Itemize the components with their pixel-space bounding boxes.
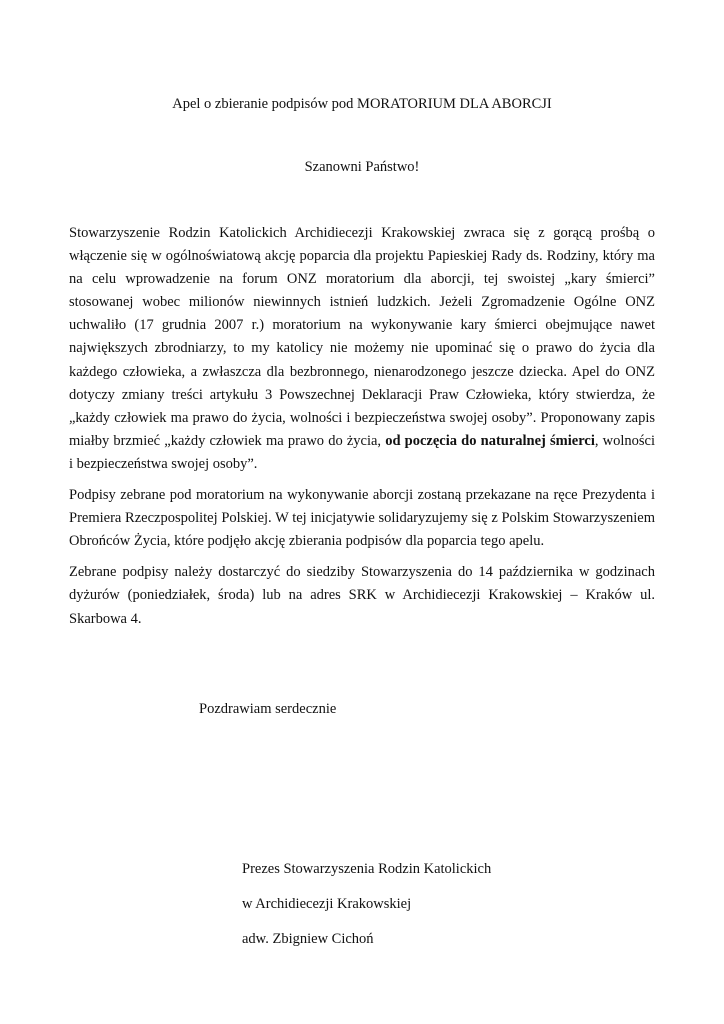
paragraph-delivery: Zebrane podpisy należy dostarczyć do siedziby Stowarzyszenia do 14 października w godzinach dyżurów (poniedziałek, środa) lub na adres SRK w Archidiecezji Krakowskiej – Kraków ul. Skarbowa 4. [69, 564, 655, 627]
signature-name: adw. Zbigniew Cichoń [242, 931, 374, 947]
paragraph-appeal [69, 222, 655, 476]
salutation: Szanowni Państwo! [304, 159, 420, 175]
paragraph-appeal-ending: , wolności i bezpieczeństwa swojej osoby”. [69, 432, 655, 472]
letter-body [69, 222, 655, 639]
paragraph-appeal-text: Stowarzyszenie Rodzin Katolickich Archidiecezji Krakowskiej zwraca się z gorącą prośbą o włączenie się w ogólnoświatową akcję poparcia dla projektu Papieskiej Rady ds. Rodziny, który ma na celu wprowadzenie na forum ONZ moratorium dla aborcji, tej swoistej „kary śmierci” stosowanej wobec milionów niewinnych istnień ludzkich. Jeżeli Zgromadzenie Ogólne ONZ uchwaliło (17 grudnia 2007 r.) moratorium na wykonywanie kary śmierci obejmujące nawet największych zbrodniarzy, to my katolicy nie możemy nie upominać się o prawo do życia dla każdego człowieka, a zwłaszcza dla bezbronnego, nienarodzonego jeszcze dziecka. Apel do ONZ dotyczy zmiany treści artykułu 3 Powszechnej Deklaracji Praw Człowieka, który stwierdza, że „każdy człowiek ma prawo do życia, wolności i bezpieczeństwa swojej osoby”. Proponowany zapis miałby brzmieć „każdy człowiek ma prawo do życia, [69, 225, 655, 449]
paragraph-signatures: Podpisy zebrane pod moratorium na wykonywanie aborcji zostaną przekazane na ręce Prezydenta i Premiera Rzeczpospolitej Polskiej. W tej inicjatywie solidaryzujemy się z Polskim Stowarzyszeniem Obrońców Życia, które podjęło akcję zbierania podpisów dla poparcia tego apelu. [69, 487, 655, 550]
document-title: Apel o zbieranie podpisów pod MORATORIUM DLA ABORCJI [172, 96, 552, 112]
closing-greeting: Pozdrawiam serdecznie [199, 701, 337, 717]
paragraph-appeal-bold: od poczęcia do naturalnej śmierci [385, 432, 595, 449]
signature-organization: w Archidiecezji Krakowskiej [242, 896, 412, 912]
signature-title: Prezes Stowarzyszenia Rodzin Katolickich [242, 861, 492, 877]
